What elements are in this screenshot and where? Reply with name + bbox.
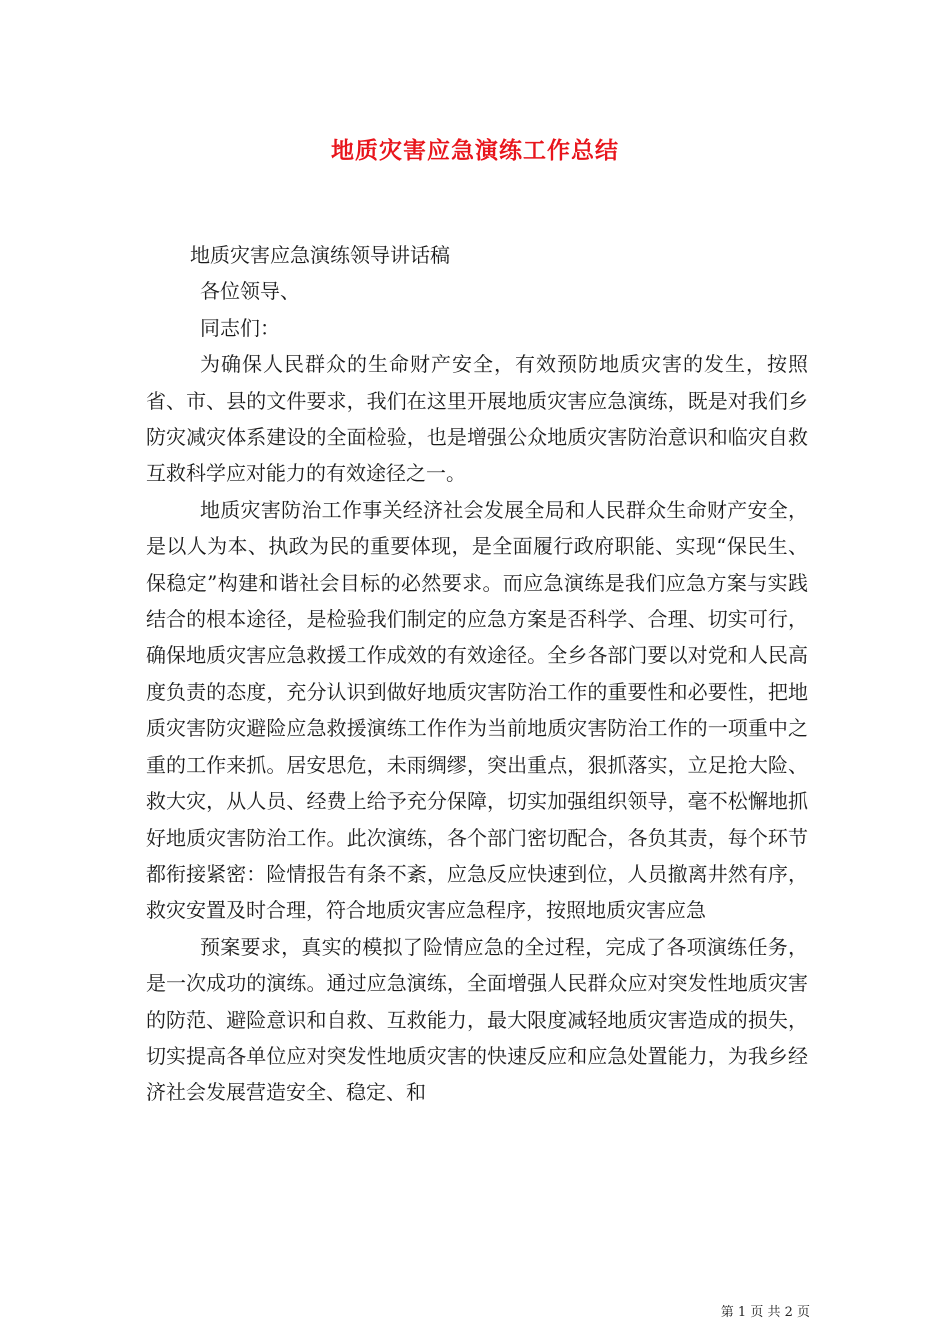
speech-subtitle: 地质灾害应急演练领导讲话稿 (190, 243, 450, 267)
document-body (146, 237, 808, 1111)
salutation-line-2: 同志们： (200, 315, 280, 340)
document-title: 地质灾害应急演练工作总结 (331, 137, 619, 164)
body-paragraph-2: 地质灾害防治工作事关经济社会发展全局和人民群众生命财产安全，是以人为本、执政为民的重要体现，是全面履行政府职能、实现“保民生、保稳定”构建和谐社会目标的必然要求。而应急演练是我们应急方案与实践结合的根本途径，是检验我们制定的应急方案是否科学、合理、切实可行，确保地质灾害应急救援工作成效的有效途径。全乡各部门要以对党和人民高度负责的态度，充分认识到做好地质灾害防治工作的重要性和必要性，把地质灾害防灾避险应急救援演练工作作为当前地质灾害防治工作的一项重中之重的工作来抓。居安思危，未雨绸缪，突出重点，狠抓落实，立足抢大险、救大灾，从人员、经费上给予充分保障，切实加强组织领导，毫不松懈地抓好地质灾害防治工作。此次演练，各个部门密切配合，各负其责，每个环节都衔接紧密：险情报告有条不紊，应急反应快速到位，人员撤离井然有序，救灾安置及时合理，符合地质灾害应急程序，按照地质灾害应急 (146, 497, 808, 923)
page-number-footer: 第 1 页 共 2 页 (720, 1305, 810, 1320)
body-paragraph-1: 为确保人民群众的生命财产安全，有效预防地质灾害的发生，按照省、市、县的文件要求，我们在这里开展地质灾害应急演练，既是对我们乡防灾减灾体系建设的全面检验，也是增强公众地质灾害防治意识和临灾自救互救科学应对能力的有效途径之一。 (146, 352, 808, 486)
body-paragraph-3: 预案要求，真实的模拟了险情应急的全过程，完成了各项演练任务，是一次成功的演练。通过应急演练，全面增强人民群众应对突发性地质灾害的防范、避险意识和自救、互救能力，最大限度减轻地质灾害造成的损失，切实提高各单位应对突发性地质灾害的快速反应和应急处置能力，为我乡经济社会发展营造安全、稳定、和 (146, 934, 808, 1105)
salutation-line-1: 各位领导、 (200, 279, 300, 304)
